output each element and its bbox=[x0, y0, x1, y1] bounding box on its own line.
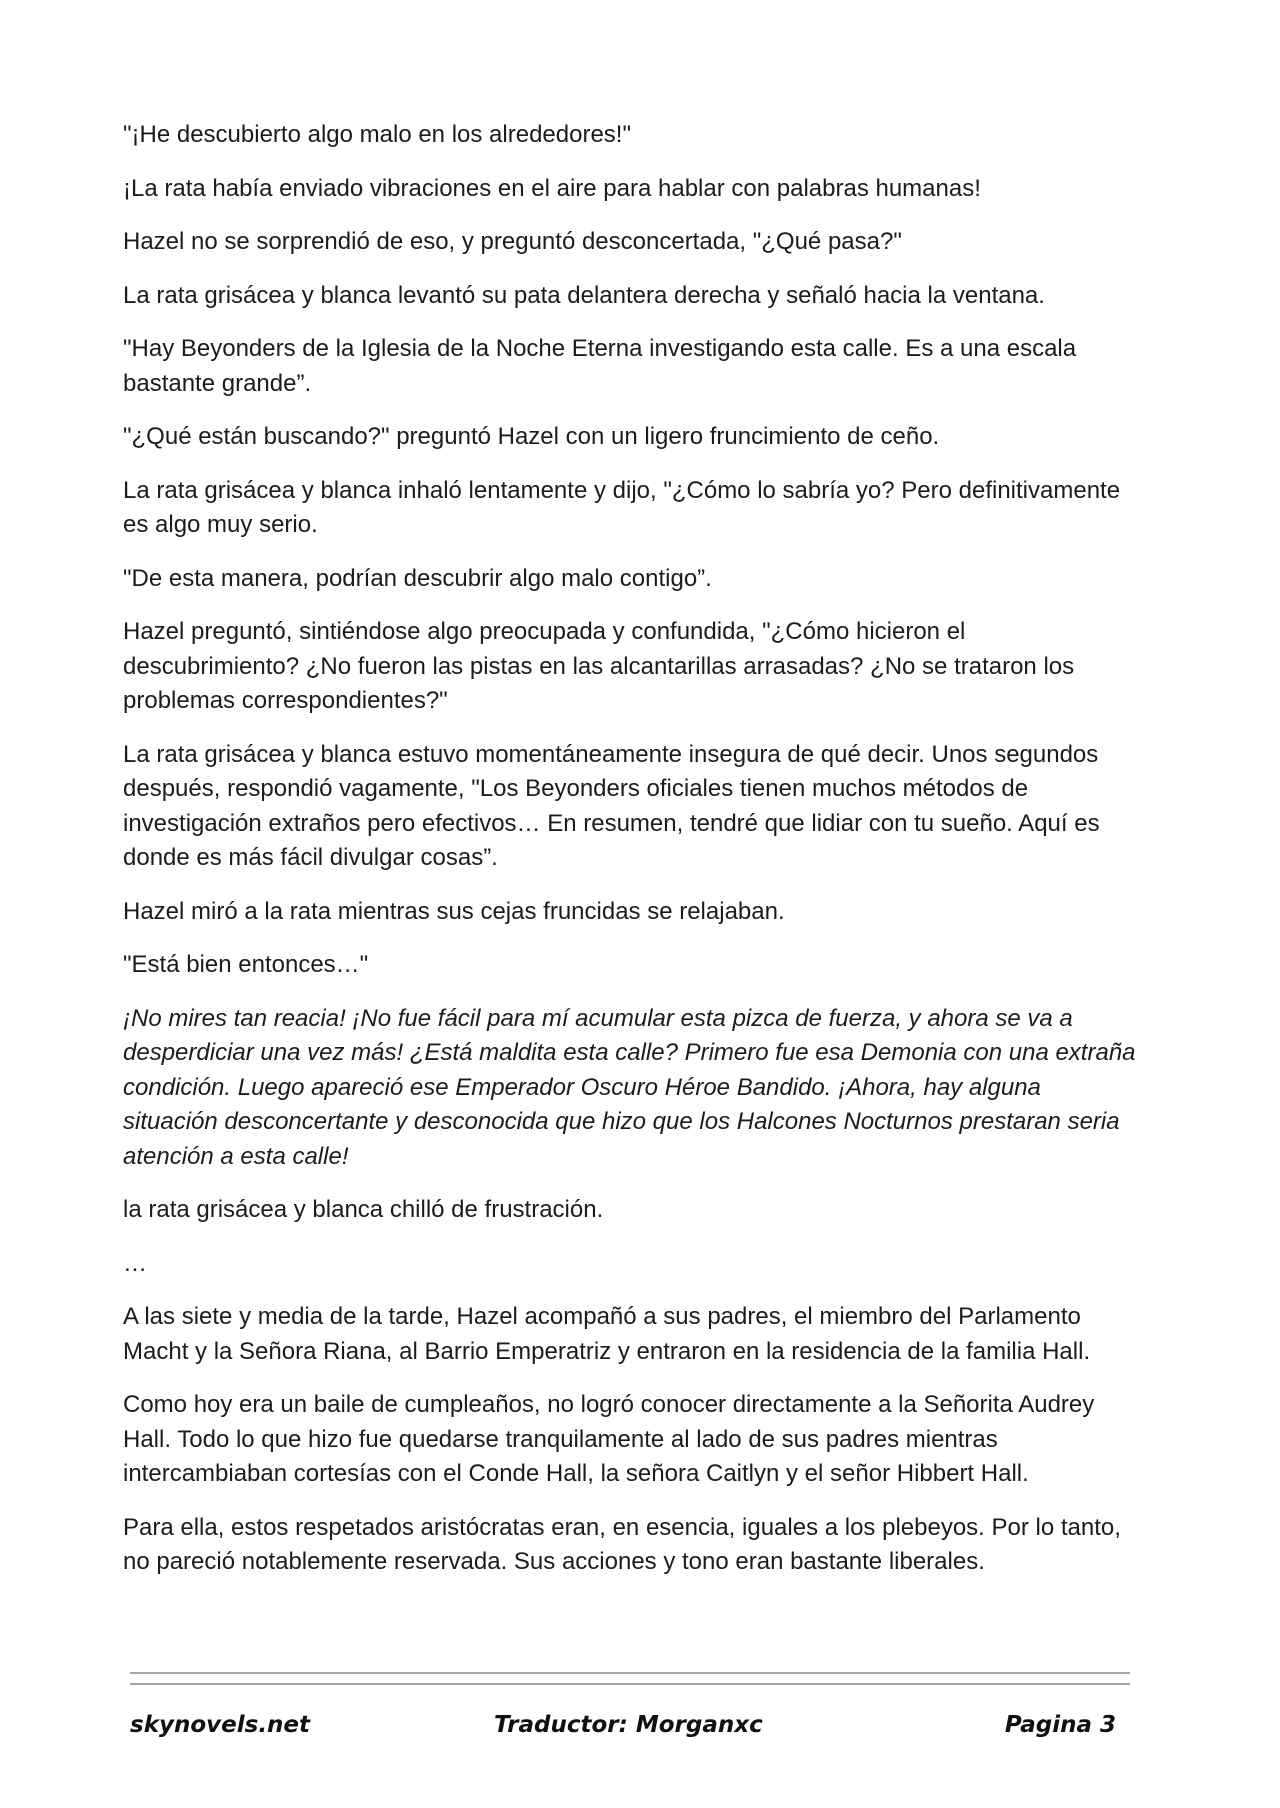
paragraph: Hazel no se sorprendió de eso, y preguntó desconcertada, "¿Qué pasa?" bbox=[123, 228, 902, 255]
paragraph: "Hay Beyonders de la Iglesia de la Noche Eterna investigando esta calle. Es a una escala bastante grande”. bbox=[123, 335, 1077, 397]
scene-break: … bbox=[123, 1249, 147, 1277]
paragraph: "Está bien entonces…" bbox=[123, 951, 369, 978]
footer-translator: Traductor: Morganxc bbox=[494, 1712, 763, 1738]
footer-divider-top bbox=[130, 1672, 1130, 1674]
paragraph: Hazel preguntó, sintiéndose algo preocupada y confundida, "¿Cómo hicieron el descubrimiento? ¿No fueron las pistas en las alcantarillas arrasadas? ¿No se trataron los problemas correspondientes?" bbox=[123, 618, 1075, 714]
paragraph: Hazel miró a la rata mientras sus cejas fruncidas se relajaban. bbox=[123, 897, 785, 925]
paragraph: Para ella, estos respetados aristócratas eran, en esencia, iguales a los plebeyos. Por lo tanto, no pareció notablemente reservada. Sus acciones y tono eran bastante liberales. bbox=[123, 1513, 1121, 1575]
paragraph: ¡La rata había enviado vibraciones en el aire para hablar con palabras humanas! bbox=[123, 174, 981, 202]
footer-site: skynovels.net bbox=[130, 1712, 311, 1738]
paragraph: "¿Qué están buscando?" preguntó Hazel con un ligero fruncimiento de ceño. bbox=[123, 423, 940, 450]
footer-divider-bottom bbox=[130, 1683, 1130, 1685]
page-footer bbox=[0, 1712, 1280, 1752]
paragraph: A las siete y media de la tarde, Hazel acompañó a sus padres, el miembro del Parlamento Macht y la Señora Riana, al Barrio Emperatriz y entraron en la residencia de la familia Hall. bbox=[123, 1303, 1091, 1365]
paragraph: la rata grisácea y blanca chilló de frustración. bbox=[123, 1196, 604, 1223]
document-body bbox=[123, 118, 1138, 1599]
paragraph: La rata grisácea y blanca inhaló lentamente y dijo, "¿Cómo lo sabría yo? Pero definitivamente es algo muy serio. bbox=[123, 476, 1121, 538]
footer-page-number: Pagina 3 bbox=[1004, 1712, 1116, 1738]
paragraph: La rata grisácea y blanca levantó su pata delantera derecha y señaló hacia la ventana. bbox=[123, 281, 1045, 309]
paragraph: "De esta manera, podrían descubrir algo malo contigo”. bbox=[123, 564, 712, 592]
italic-paragraph: ¡No mires tan reacia! ¡No fue fácil para mí acumular esta pizca de fuerza, y ahora se va a desperdiciar una vez más! ¿Está maldita esta calle? Primero fue esa Demonia con una extraña condición. Luego apareció ese Emperador Oscuro Héroe Bandido. ¡Ahora, hay alguna situación desconcertante y desconocida que hizo que los Halcones Nocturnos prestaran seria atención a esta calle! bbox=[123, 1004, 1136, 1170]
paragraph: "¡He descubierto algo malo en los alrededores!" bbox=[123, 121, 631, 148]
paragraph: La rata grisácea y blanca estuvo momentáneamente insegura de qué decir. Unos segundos después, respondió vagamente, "Los Beyonders oficiales tienen muchos métodos de investigación extraños pero efectivos… En resumen, tendré que lidiar con tu sueño. Aquí es donde es más fácil divulgar cosas”. bbox=[123, 740, 1100, 871]
paragraph: Como hoy era un baile de cumpleaños, no logró conocer directamente a la Señorita Audrey Hall. Todo lo que hizo fue quedarse tranquilamente al lado de sus padres mientras intercambiaban cortesías con el Conde Hall, la señora Caitlyn y el señor Hibbert Hall. bbox=[123, 1391, 1095, 1487]
